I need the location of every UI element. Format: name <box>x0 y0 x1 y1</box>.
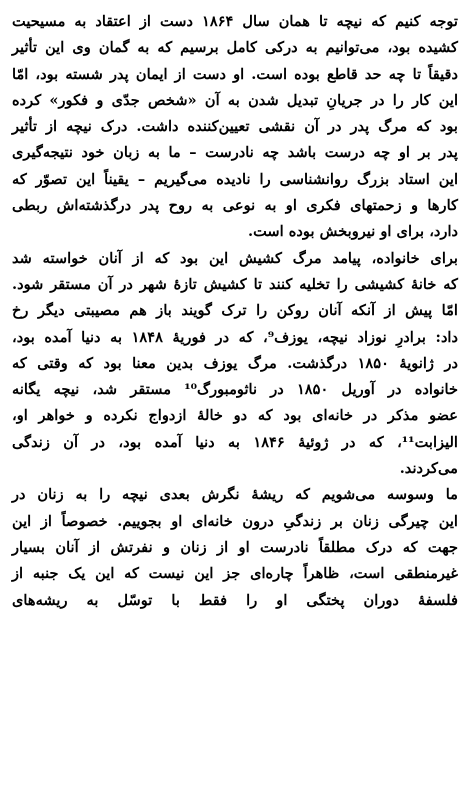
paragraph-3 <box>12 482 458 613</box>
text-line: پدر بر او چه درست باشد چه نادرست – ما به زبان خود نتیجه‌گیری <box>12 144 458 162</box>
text-line: فلسفهٔ دوران پختگی او را فقط با توسّل به ریشه‌های <box>12 591 458 609</box>
text-line: می‌کردند. <box>399 460 458 478</box>
text-line: امّا پیش از آنکه آنان روکن را ترک گویند باز هم مصیبتی دیگر رخ <box>12 302 458 320</box>
text-line: بود که مرگ پدر در آن نقشی تعیین‌کننده داشت. درک نیچه از تأثیر <box>12 118 458 136</box>
text-line: غیرمنطقی است، ظاهراً چاره‌ای جز این نیست که این یک جنبه از <box>12 565 458 583</box>
text-line: این کار را در جریانِ تبدیل شدن به آن «شخص جدّی و فکور» کرده <box>12 91 458 109</box>
paragraph-2 <box>12 246 458 483</box>
text-line: ما وسوسه می‌شویم که ریشهٔ نگرش بعدی نیچه را به زنان در <box>12 486 458 504</box>
text-line: کارها و زحمتهای فکری او به نوعی به روح پدر درگذشته‌اش ربطی <box>12 197 458 215</box>
text-line: الیزابت¹¹، که در ژوئیهٔ ۱۸۴۶ به دنیا آمده بود، در آن زندگی <box>12 433 458 451</box>
text-line: خانواده در آوریل ۱۸۵۰ در ناثومبورگ¹⁰ مستقر شد، نیچه یگانه <box>12 381 459 399</box>
text-line: دارد، برای او نیروبخش بوده است. <box>248 223 458 241</box>
text-line: دقیقاً تا چه حد قاطع بوده است. او دست از ایمان پدر شسته بود، امّا <box>12 65 458 83</box>
text-line: این چیرگی زنان بر زندگیِ درون خانه‌ای او بجوییم. خصوصاً از این <box>12 512 458 530</box>
paragraph-1 <box>12 9 458 246</box>
text-line: که خانهٔ کشیشی را تخلیه کنند تا کشیش تازهٔ شهر در آن مستقر شود. <box>12 275 458 293</box>
text-line: این استاد بزرگ روانشناسی را نادیده می‌گیریم – یقیناً این تصوّر که <box>12 170 458 188</box>
text-line: کشیده بود، می‌توانیم به درکی کامل برسیم که به گمان وی این تأثیر <box>12 39 458 57</box>
text-line: عضو مذکر در خانه‌ای بود که دو خالهٔ ازدواج نکرده و خواهر او، <box>12 407 458 425</box>
text-line: در ژانویهٔ ۱۸۵۰ درگذشت. مرگ یوزف بدین معنا بود که وقتی که <box>12 354 458 372</box>
text-line: برای خانواده، پیامد مرگ کشیش این بود که از آنان خواسته شد <box>12 249 458 267</box>
text-line: توجه کنیم که نیچه تا همان سال ۱۸۶۴ دست از اعتقاد به مسیحیت <box>12 13 458 30</box>
text-line: داد: برادرِ نوزاد نیچه، یوزف⁹، که در فوریهٔ ۱۸۴۸ به دنیا آمده بود، <box>12 328 458 346</box>
text-line: جهت که درک مطلقاً نادرست او از زنان و نفرتش از آنان بسیار <box>12 538 458 556</box>
